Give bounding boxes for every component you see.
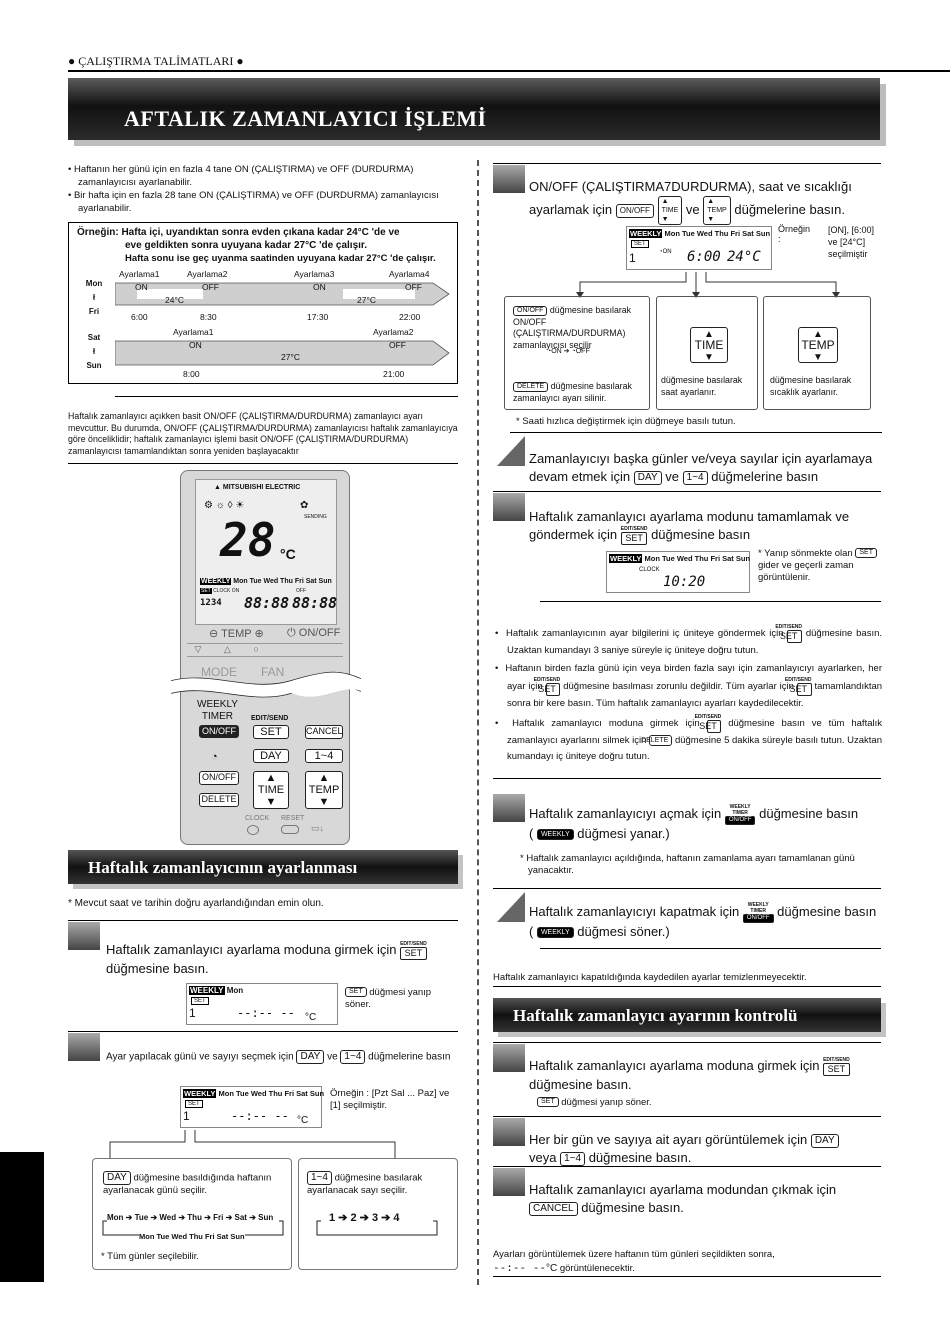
weekly-timer-icon: WEEKLY TIMER ON/OFF [725,804,756,825]
divider [493,1116,881,1117]
step5-note: * Yanıp sönmekte olan SET gider ve geçerli zaman görüntülenir. [758,548,882,584]
step6-text: Haftalık zamanlayıcıyı açmak için WEEKLY TIMER ON/OFF düğmesine basın ( WEEKLY düğmesi yanar.) [529,804,859,841]
wd-setting-2: Ayarlama2 [187,269,228,279]
num-cycle-item: 1 [329,1212,336,1224]
priority-note: Haftalık zamanlayıcı açıkken basit ON/OFF (ÇALIŞTIRMA/DURDURMA) zamanlayıcı ayarı mevcuttur. Bu durumda, ON/OFF (ÇALIŞTIRMA/DURDURMA) zamanlayıcısı haftalık zamanlayıcıya göre önceliklidir; haftalık zamanlayıcı işlemi basit ON/OFF (ÇALIŞTIRMA/DURDURMA) zamanlayıcısı tamamlandıktan sonra yeniden başlayacaktır [68,411,458,456]
arrow-icon: ➔ [378,1212,394,1224]
edit-send-label: EDIT/SEND [251,715,289,722]
step2-lcd [180,1086,325,1128]
wd-state-off: OFF [202,282,219,292]
check-step2-text: Her bir gün ve sayıya ait ayarı görüntülemek için DAY veya 1~4 düğmesine basın. [529,1131,884,1167]
temp-button-icon: ▲ TEMP ▼ [703,196,730,225]
arrow-icon: ➔ [335,1212,351,1224]
day-note: * Tüm günler seçilebilir. [101,1251,200,1262]
lcd-num: 1 [629,251,636,265]
example-label: Örneğin : [778,224,811,244]
temp-button-figure: ▲ TEMP ▼ [798,327,838,363]
big-temp: 28 [220,513,276,567]
check-step1-text: Haftalık zamanlayıcı ayarlama moduna girmek için EDIT/SEND SET düğmesine basın. [529,1057,850,1093]
we-time: 21:00 [383,369,405,379]
day-select-text: DAY düğmesine basıldığında haftanın ayarlanacak günü seçilir. [103,1172,272,1196]
remote-set-clock: SET CLOCK ON [201,588,240,594]
check-footer: Ayarları görüntülemek üzere haftanın tüm günleri seçildikten sonra, --:-- --°C görüntülenecektir. [493,1249,775,1274]
onoff-explain-box [504,296,650,410]
wd-temp: 27°C [357,295,376,305]
divider [493,163,881,164]
lcd-dashes: --:-- -- [237,1006,295,1020]
column-divider [477,160,479,1285]
step2-connectors [100,1128,460,1160]
arrow-icon: ➔ [246,1213,259,1222]
weekly-timer-label: WEEKLY TIMER [197,699,238,722]
day-cycle-item: Thu [187,1213,202,1222]
wd-state-on: ON [135,282,148,292]
day-cycle-item: Fri [213,1213,224,1222]
lcd-set: SET [185,1100,203,1108]
num-select-text: 1~4 düğmesine basılarak ayarlanacak sayı seçilir. [307,1172,423,1196]
page-title: AFTALIK ZAMANLAYICI İŞLEMİ [124,106,487,131]
day-button[interactable]: DAY [253,749,289,763]
we-temp: 27°C [281,352,300,362]
section-check-bar [493,998,881,1032]
section-setup-title: Haftalık zamanlayıcının ayarlanması [88,858,358,877]
arrow-icon: ➔ [223,1213,235,1222]
divider [493,888,881,889]
temp-unit: °C [280,546,296,562]
divider [493,778,881,779]
wd-time: 22:00 [399,312,421,322]
step2-example: Örneğin : [Pzt Sal ... Paz] ve [1] seçilmiştir. [330,1088,450,1111]
set-button[interactable]: SET [253,725,289,739]
lcd-set: SET [631,240,649,248]
remote-days: WEEKLY Mon Tue Wed Thu Fri Sat Sun [201,578,332,585]
step-marker [493,1168,525,1196]
day-cycle-item: Sat [234,1213,247,1222]
step-marker [493,1044,525,1072]
step-marker [497,436,525,466]
divider [540,948,881,949]
lcd-day-row: WEEKLY Mon [190,986,244,995]
battery-icon: ▭↓ [311,823,325,833]
step3-lcd [626,226,772,270]
lcd-on: ◔ON [659,249,672,255]
divider [493,1042,881,1043]
arrow-icon: ➔ [201,1213,214,1222]
remote-lcd [195,479,337,625]
example-box [68,222,458,384]
mode-icons: ⚙ ☼ ◊ ☀ [204,500,245,511]
step6-note: * Haftalık zamanlayıcı açıldığında, haftanın zamanlama ayarı tamamlanan günü yanacaktır. [520,853,855,876]
day-cycle-item: Tue [134,1213,149,1222]
divider [510,432,882,433]
step3-text: ON/OFF (ÇALIŞTIRMA7DURDURMA), saat ve sıcaklığı ayarlamak için ON/OFF ▲ TIME ▼ ve ▲ TEMP ▼ düğmelerine basın. [529,179,852,223]
step-marker [493,493,525,521]
wd-setting-1: Ayarlama1 [119,269,160,279]
wd-state-off: OFF [405,282,422,292]
lcd-num: 1 [183,1109,190,1123]
number-button[interactable]: 1~4 [305,749,343,763]
step5-text: Haftalık zamanlayıcı ayarlama modunu tamamlamak ve göndermek için EDIT/SEND SET düğmesine basın [529,509,850,544]
arrow-icon: ➔ [176,1213,188,1222]
fan-button[interactable]: FAN [261,665,285,679]
lcd-dashes: --:-- -- [231,1109,289,1123]
divider [493,491,881,492]
lcd-days-row: WEEKLY Mon Tue Wed Thu Fri Sat Sun [184,1089,325,1098]
divider [493,1166,881,1167]
lcd-time: 6:00 [687,249,721,265]
intro-bullet: • Bir hafta için en fazla 28 tane ON (ÇALIŞTIRMA) ve OFF (DURDURMA) zamanlayıcısı ayarlanabilir. [68,190,439,214]
arrow-icon: ➔ [356,1212,372,1224]
step-marker [68,1033,100,1061]
temp-explain-box [763,296,871,410]
lcd-deg: °C [305,1012,317,1023]
step2-text: Ayar yapılacak günü ve sayıyı seçmek için DAY ve 1~4 düğmelerine basın [106,1051,451,1063]
example-text: Örneğin: Hafta içi, uyandıktan sonra evden çıkana kadar 24°C 'de ve eve geldikten sonra uyuyana kadar 27°C 'de çalışır. Hafta sonu ise geç uyanma saatinden uyuyana kadar 27°C 'de çalışır. [77,227,436,264]
step-marker [497,892,525,922]
day-cycle-item: Mon [107,1213,124,1222]
time-button-figure: ▲ TIME ▼ [690,327,728,363]
num-cycle-item: 3 [371,1212,379,1224]
remote-time-on: 88:88 [244,594,290,612]
delete-button[interactable]: DELETE [199,793,239,807]
lcd-deg: °C [297,1115,309,1126]
cut-wave [171,671,361,701]
divider [493,1276,881,1277]
wd-time: 6:00 [131,312,148,322]
lcd-days-row: WEEKLY Mon Tue Wed Thu Fri Sat Sun [610,554,751,563]
section-check-title: Haftalık zamanlayıcı ayarının kontrolü [513,1006,798,1025]
lcd-num: 1 [189,1006,196,1020]
setup-note: * Mevcut saat ve tarihin doğru ayarlandığından emin olun. [68,898,324,909]
weekday-range: Mon ł Fri [85,279,103,316]
wd-temp: 24°C [165,295,184,305]
lcd-time: 10:20 [663,574,706,590]
setup-bullets [493,624,882,765]
num-cycle-item: 2 [350,1212,357,1224]
reset-pin[interactable] [281,825,299,834]
set-button-icon: EDIT/SEND SET [400,941,427,959]
step1-side-note: SET düğmesi yanıp söner. [345,987,432,1010]
set-button-icon: EDIT/SEND SET [620,526,648,544]
temp-explain: düğmesine basılarak sıcaklık ayarlanır. [770,375,852,397]
weekly-timer-icon: WEEKLY TIMER ON/OFF [743,902,774,923]
we-time: 8:00 [183,369,200,379]
we-setting-2: Ayarlama2 [373,327,414,337]
check-step1-note: SET düğmesi yanıp söner. [537,1097,652,1108]
step1-text: Haftalık zamanlayıcı ayarlama moduna girmek için EDIT/SEND SET düğmesine basın. [106,941,427,977]
remote-time-off: 88:88 [292,594,338,612]
power-control[interactable]: ⏻ ON/OFF [287,627,341,639]
divider [540,601,881,602]
page-tab [0,1152,44,1282]
setup-bullet: • Haftalık zamanlayıcı moduna girmek için EDIT/SEND SET düğmesine basın ve tüm haftalık zamanlayıcı ayarlarını silmek için DELETE düğmesine 5 dakika süreyle basılı tutun. Uzaktan kumandayı iç üniteye doğru tutun. [495,714,883,762]
title-bar [68,78,880,140]
off-note: Haftalık zamanlayıcı kapatıldığında kaydedilen ayarlar temizlenmeyecektir. [493,972,807,983]
divider [493,986,881,987]
divider [115,396,458,397]
step7-text: Haftalık zamanlayıcıyı kapatmak için WEEKLY TIMER ON/OFF düğmesine basın ( WEEKLY düğmesi söner.) [529,902,877,939]
we-state-on: ON [189,340,202,350]
lcd-clock: CLOCK [639,567,660,573]
arrow-icon: ➔ [148,1213,160,1222]
wd-setting-4: Ayarlama4 [389,269,430,279]
setup-bullet: • Haftanın birden fazla günü için veya birden fazla sayı için zamanlayıcıyı ayarlarken, her ayar için EDIT/SEND SET düğmesine basılması zorunlu değildir. Tüm ayarlar için EDIT/SEND SET tamamlandıktan sonra bir kere basın. Tüm haftalık zamanlayıcı ayarları kaydedilecektir. [495,663,883,709]
divider [68,1031,458,1032]
weekly-timer-onoff-button[interactable]: ON/OFF [199,725,239,738]
we-state-off: OFF [389,340,406,350]
wd-state-on: ON [313,282,326,292]
mode-button[interactable]: MODE [201,665,237,679]
section-label: ● ÇALIŞTIRMA TALİMATLARI ● [68,54,244,68]
on-off-toggle: ◔ON ➔ ◔OFF [547,348,590,355]
delete-explain: DELETE düğmesine basılarak zamanlayıcı ayarı silinir. [513,381,632,403]
intro-bullet: • Haftanın her günü için en fazla 4 tane ON (ÇALIŞTIRMA) ve OFF (DURDURMA) zamanlayıcısı ayarlanabilir. [68,164,414,188]
arrow-icon: ➔ [123,1213,135,1222]
remote-control [180,470,350,845]
intro-bullets [68,163,458,215]
day-select-box [92,1158,292,1270]
lcd-temp: 24°C [727,249,761,265]
time-explain: düğmesine basılarak saat ayarlanır. [661,375,743,397]
wd-setting-3: Ayarlama3 [294,269,335,279]
wd-time: 8:30 [200,312,217,322]
all-days: Mon Tue Wed Thu Fri Sat Sun [139,1232,245,1241]
step3-note: * Saati hızlıca değiştirmek için düğmeye basılı tutun. [516,416,736,427]
num-select-box [298,1158,458,1270]
brand: ▲ MITSUBISHI ELECTRIC [214,484,301,491]
check-step3-text: Haftalık zamanlayıcı ayarlama modundan çıkmak için CANCEL düğmesine basın. [529,1182,837,1215]
day-cycle-item: Wed [159,1213,177,1222]
section-setup-bar [68,850,458,884]
lcd-days-row: WEEKLY Mon Tue Wed Thu Fri Sat Sun [630,229,771,238]
time-button[interactable]: ▲ TIME ▼ [253,771,289,809]
step-marker [493,1118,525,1146]
remote-off-label: OFF [296,588,306,594]
temp-button[interactable]: ▲ TEMP ▼ [305,771,343,809]
lcd-set: SET [191,997,209,1005]
step-marker [68,922,100,950]
weekend-range: Sat ł Sun [86,333,102,370]
sending-label: SENDING [304,514,327,520]
onoff-explain: ON/OFF düğmesine basılarak ON/OFF (ÇALIŞTIRMA/DURDURMA) zamanlayıcısı seçilir [513,305,632,350]
step-marker [493,794,525,822]
time-button-icon: ▲ TIME ▼ [658,196,683,225]
step4-text: Zamanlayıcıyı başka günler ve/veya sayılar için ayarlamaya devam etmek için DAY ve 1~4 düğmelerine basın [529,451,873,484]
time-explain-box [656,296,758,410]
clock-pin[interactable] [247,825,259,835]
reset-label: RESET [281,815,305,822]
we-setting-1: Ayarlama1 [173,327,214,337]
step5-lcd [606,551,750,593]
wd-time: 17:30 [307,312,329,322]
divider [68,920,458,921]
setup-bullet: • Haftalık zamanlayıcının ayar bilgilerini iç üniteye göndermek için EDIT/SEND SET düğmesine basın. Uzaktan kumandayı 3 saniye süreyle iç üniteye doğru tutun. [495,624,883,656]
temp-control[interactable]: ⊖ TEMP ⊕ [209,628,264,640]
num-cycle-loop [313,1215,443,1241]
clock-label: CLOCK [245,815,270,822]
fan-icon: ✿ [300,500,309,511]
day-cycle-item: Sun [258,1213,274,1222]
step1-lcd [186,983,338,1025]
header-rule [68,70,950,72]
cancel-button[interactable]: CANCEL [305,725,343,739]
clock-icon: ◔ [211,751,218,763]
divider [68,463,458,464]
arrow-row[interactable]: ▽ △ ○ [187,643,343,657]
remote-nums: 1234 [200,598,222,608]
example-text: [ON], [6:00] ve [24°C] seçilmiştir [828,225,875,259]
onoff-button[interactable]: ON/OFF [199,771,239,785]
step-marker [493,165,525,193]
num-cycle-item: 4 [393,1212,400,1224]
